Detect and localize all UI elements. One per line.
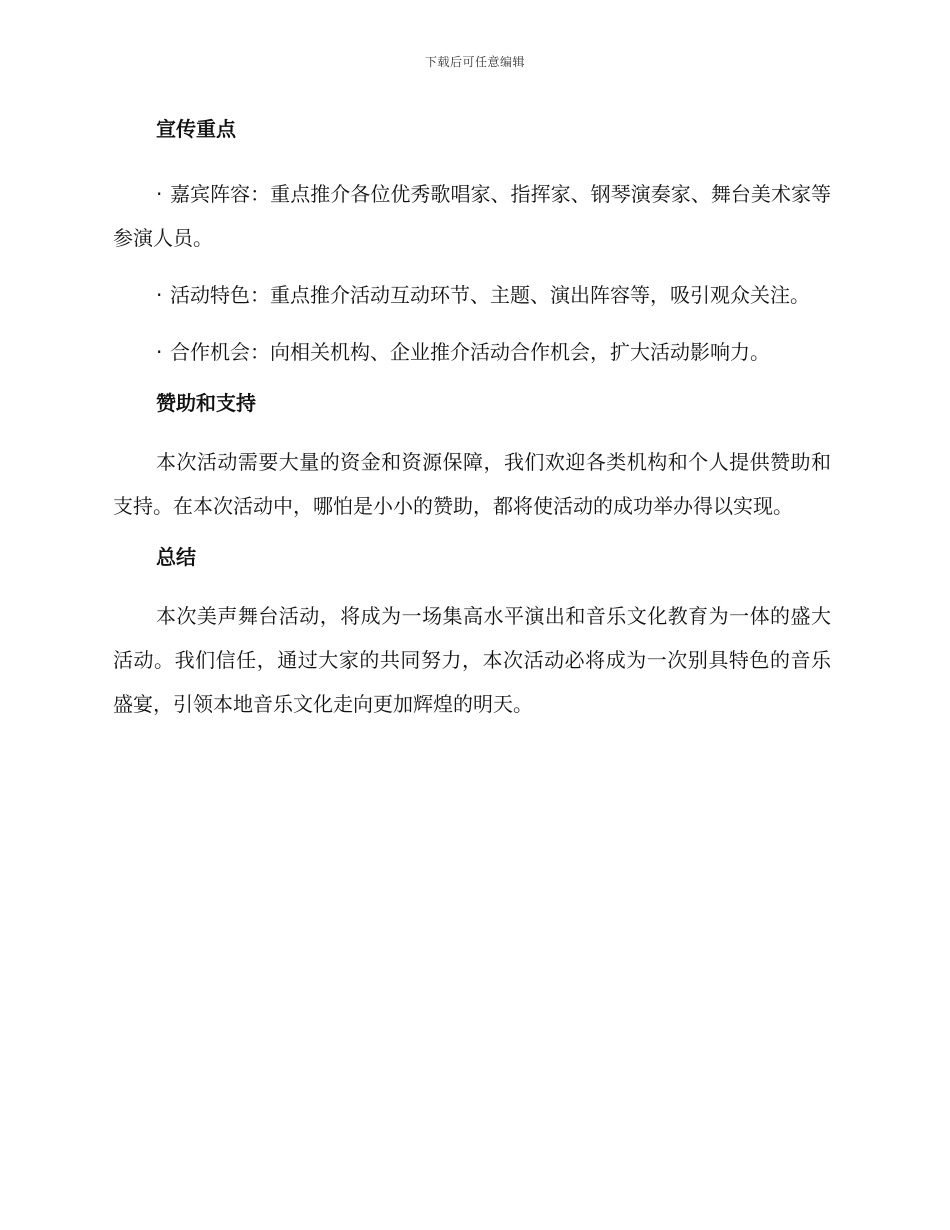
section-heading-summary: 总结 <box>156 545 196 569</box>
bullet-item-guests <box>113 172 831 260</box>
bullet-marker: · <box>156 340 163 364</box>
running-header: 下载后可任意编辑 <box>424 55 525 69</box>
bullet-text: 合作机会：向相关机构、企业推介活动合作机会，扩大活动影响力。 <box>170 340 770 364</box>
bullet-marker: · <box>156 182 163 206</box>
bullet-text: 嘉宾阵容：重点推介各位优秀歌唱家、指挥家、钢琴演奏家、舞台美术家等参演人员。 <box>113 182 831 250</box>
paragraph-sponsorship: 本次活动需要大量的资金和资源保障，我们欢迎各类机构和个人提供赞助和支持。在本次活动中，哪怕是小小的赞助，都将使活动的成功举办得以实现。 <box>113 450 831 518</box>
bullet-text: 活动特色：重点推介活动互动环节、主题、演出阵容等，吸引观众关注。 <box>170 283 810 307</box>
bullet-marker: · <box>156 283 163 307</box>
bullet-item-features <box>113 273 831 317</box>
paragraph-summary: 本次美声舞台活动，将成为一场集高水平演出和音乐文化教育为一体的盛大活动。我们信任，通过大家的共同努力，本次活动必将成为一次别具特色的音乐盛宴，引领本地音乐文化走向更加辉煌的明天。 <box>113 604 831 716</box>
section-heading-sponsorship: 赞助和支持 <box>156 391 256 415</box>
bullet-item-cooperation <box>113 330 831 374</box>
section-heading-promotion: 宣传重点 <box>156 117 236 141</box>
document-body <box>113 114 831 726</box>
